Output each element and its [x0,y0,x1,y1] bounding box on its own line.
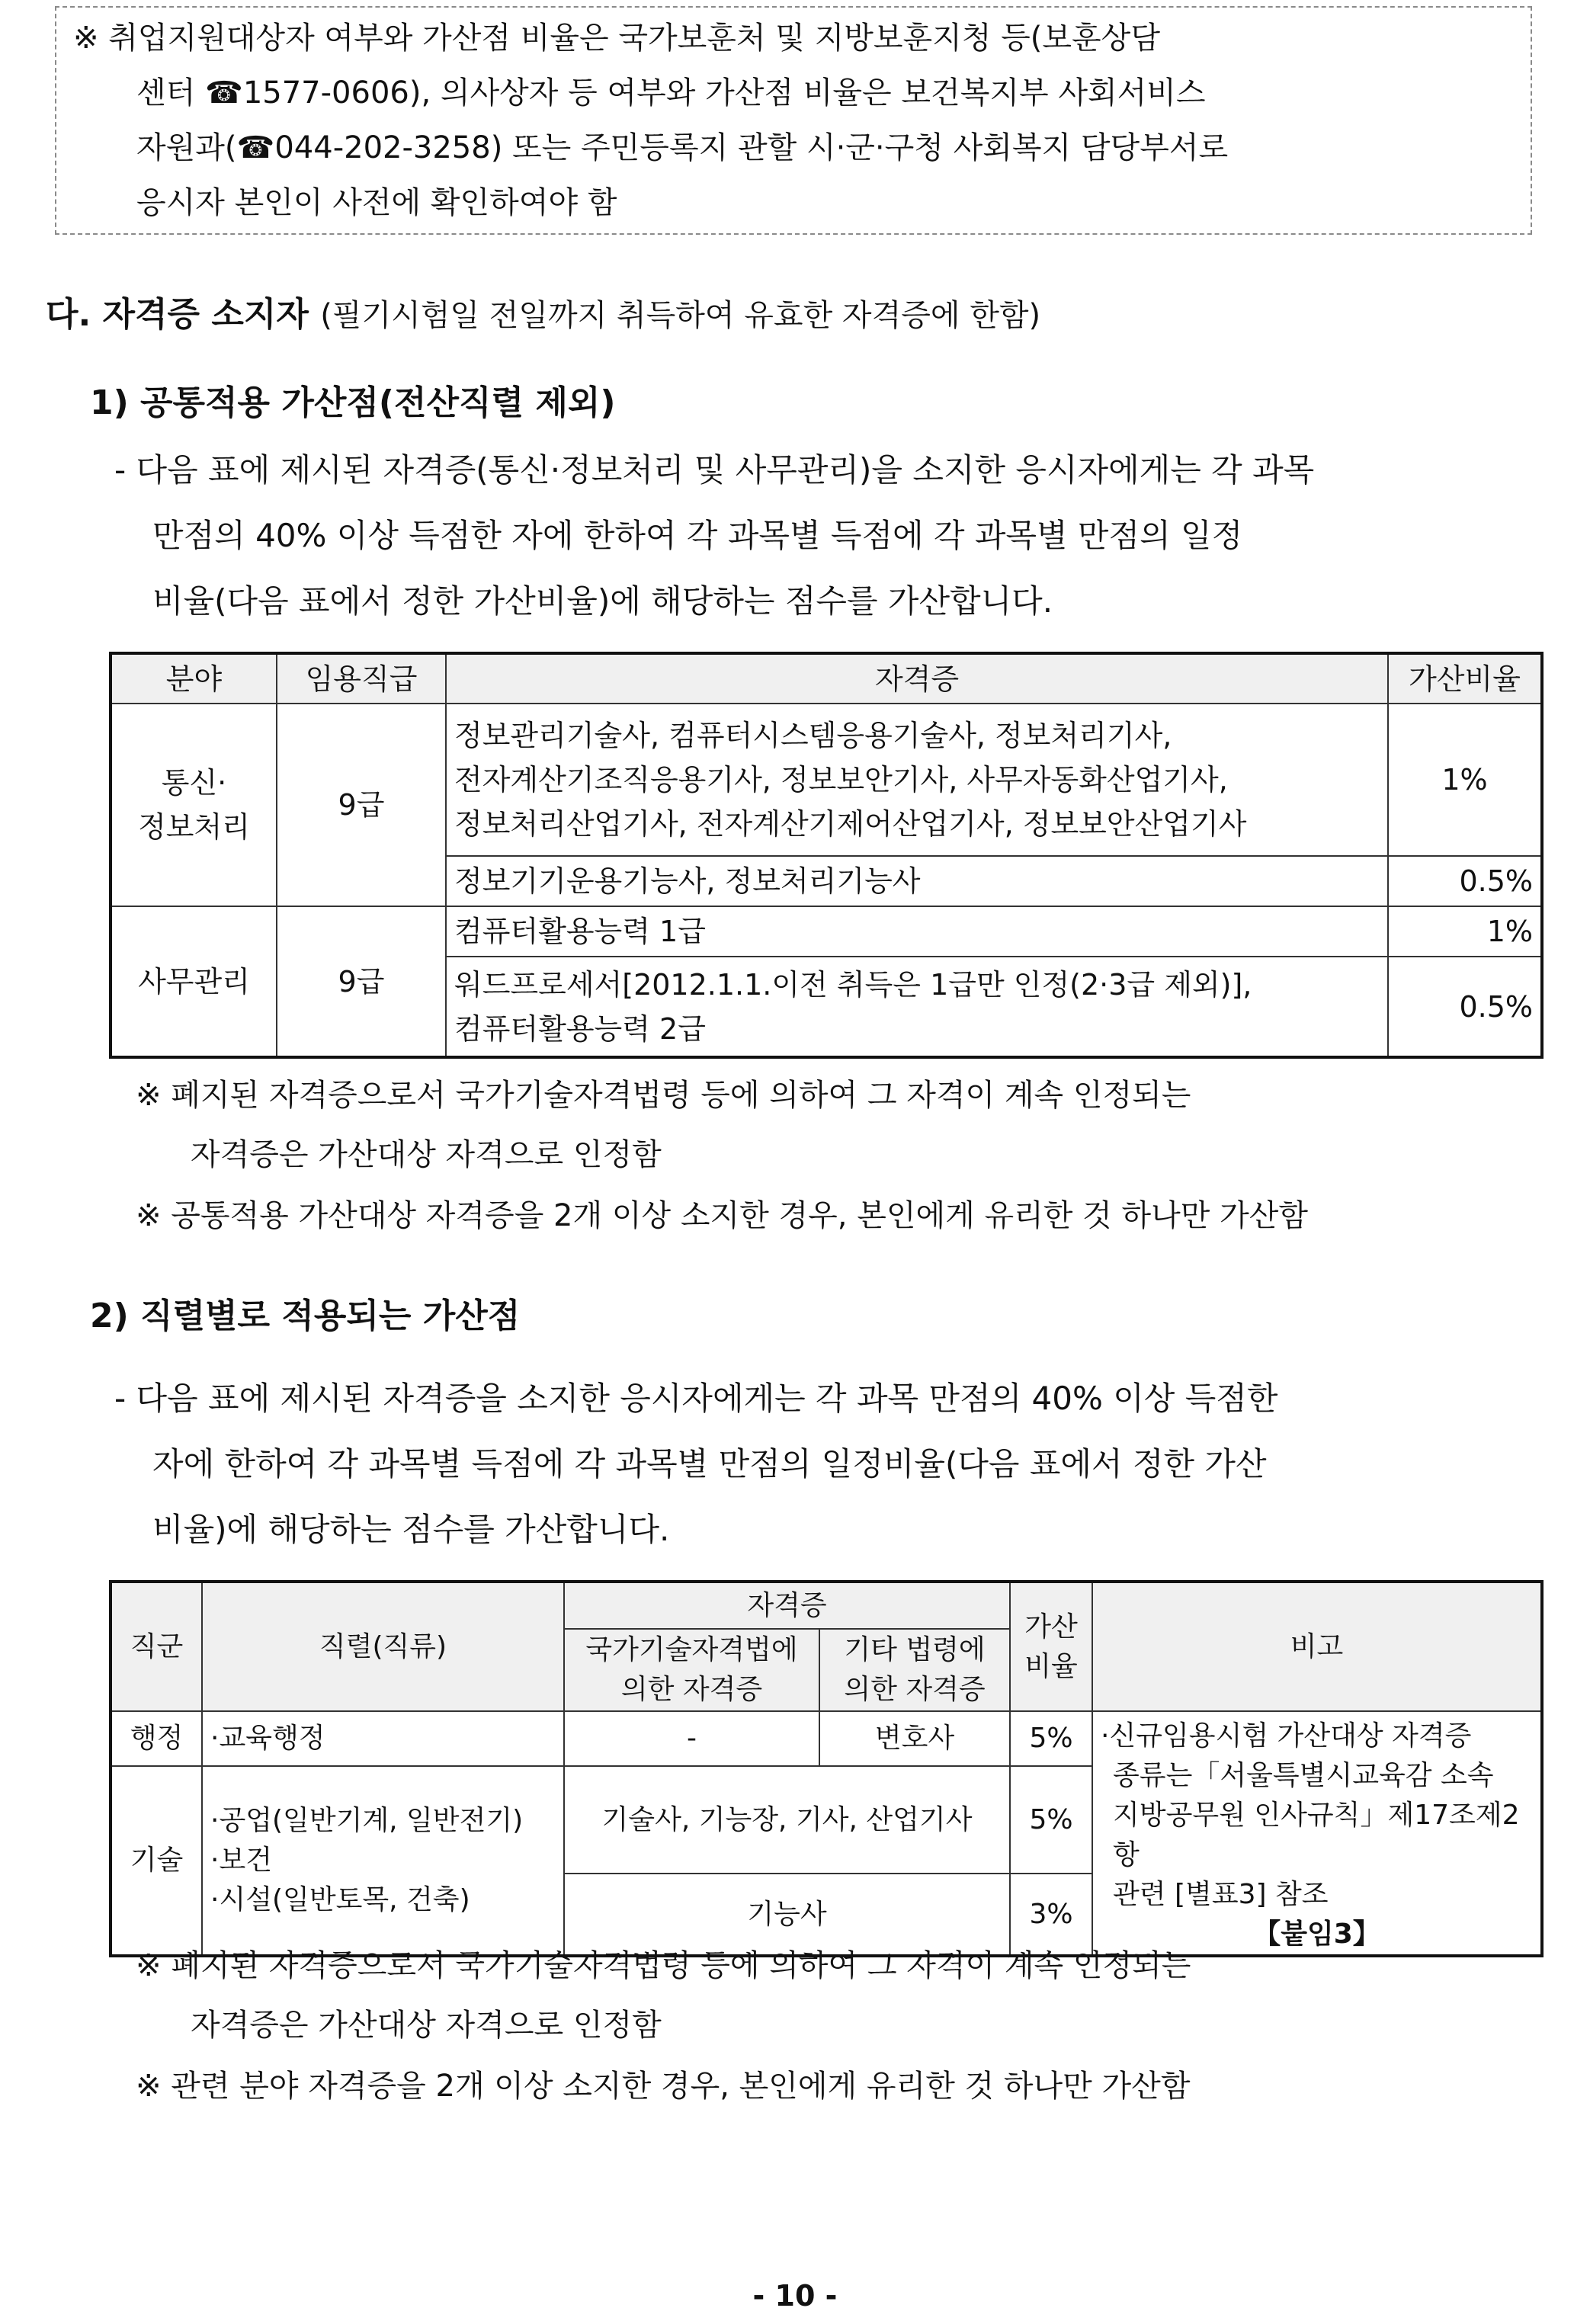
field-text: 정보처리 [138,810,250,844]
header-cert-other [819,1629,1010,1711]
part1-note-2: ※ 공통적용 가산대상 자격증을 2개 이상 소지한 경우, 본인에게 유리한 것 하나만 가산함 [136,1198,1309,1233]
cert-cell: 컴퓨터활용능력 1급 [446,906,1388,957]
notice-line-2: 센터 ☎1577-0606), 의사상자 등 여부와 가산점 비율은 보건복지부 사회서비스 [136,75,1206,111]
series-cell: ·교육행정 [202,1711,564,1766]
header-rate-text: 가산 [1024,1611,1078,1643]
group-cell: 행정 [111,1711,202,1766]
page-number: - 10 - [752,2279,838,2313]
cert-cell [446,957,1388,1057]
rate-cell: 5% [1010,1711,1092,1766]
remark-attachment: 【붙임3】 [1253,1919,1380,1950]
field-cell: 사무관리 [111,906,277,1057]
part1-heading: 1) 공통적용 가산점(전산직렬 제외) [90,383,616,422]
remark-text: ·신규임용시험 가산대상 자격증 [1101,1720,1472,1752]
series-text: ·보건 [210,1845,272,1876]
cert-text: 컴퓨터활용능력 2급 [454,1011,706,1046]
notice-line-3: 자원과(☎044-202-3258) 또는 주민등록지 관할 시·군·구청 사회복지 담당부서로 [136,130,1229,165]
header-rate-text: 비율 [1024,1650,1078,1682]
notice-line-4: 응시자 본인이 사전에 확인하여야 함 [136,185,617,220]
series-text: ·시설(일반토목, 건축) [210,1884,470,1915]
cert-text: 정보처리산업기사, 전자계산기제어산업기사, 정보보안산업기사 [454,807,1247,841]
national-cert-cell: - [564,1711,819,1766]
part2-paragraph [114,1366,1547,1563]
other-cert-cell: 변호사 [819,1711,1010,1766]
rate-cell: 1% [1388,704,1542,856]
cert-cell: 기능사 [564,1874,1010,1956]
remark-cell [1092,1711,1542,1956]
notice-line-1: ※ 취업지원대상자 여부와 가산점 비율은 국가보훈처 및 지방보훈지청 등(보훈상담 [73,21,1160,56]
part2-note-2: ※ 관련 분야 자격증을 2개 이상 소지한 경우, 본인에게 유리한 것 하나만 가산함 [136,2069,1191,2104]
note-text: ※ 폐지된 자격증으로서 국가기술자격법령 등에 의하여 그 자격이 계속 인정되는 [136,1078,1191,1113]
header-text: 국가기술자격법에 [585,1634,798,1665]
header-cert-national [564,1629,819,1711]
header-field: 분야 [111,653,277,704]
header-group: 직군 [111,1582,202,1711]
series-cell [202,1766,564,1956]
rate-cell: 0.5% [1388,957,1542,1057]
header-cert: 자격증 [564,1582,1010,1629]
notice-box [55,6,1532,235]
rate-cell: 1% [1388,906,1542,957]
cert-text: 정보관리기술사, 컴퓨터시스템응용기술사, 정보처리기사, [454,719,1172,752]
cert-cell [446,704,1388,856]
header-rate [1010,1582,1092,1711]
part1-note-1 [136,1066,1546,1184]
field-text: 통신· [161,766,227,800]
rate-cell: 3% [1010,1874,1092,1956]
note-text: 자격증은 가산대상 자격으로 인정함 [191,1137,662,1172]
table-header-row [111,1582,1542,1629]
header-series: 직렬(직류) [202,1582,564,1711]
rate-cell: 5% [1010,1766,1092,1874]
cert-cell: 정보기기운용기능사, 정보처리기능사 [446,856,1388,906]
part2-para-line-2: 자에 한하여 각 과목별 득점에 각 과목별 만점의 일정비율(다음 표에서 정한 가산 [152,1445,1267,1483]
part1-para-line-2: 만점의 40% 이상 득점한 자에 한하여 각 과목별 득점에 각 과목별 만점의 일정 [152,517,1243,554]
part2-heading: 2) 직렬별로 적용되는 가산점 [90,1297,521,1335]
header-text: 의한 자격증 [620,1674,763,1705]
section-subtitle: (필기시험일 전일까지 취득하여 유효한 자격증에 한함) [320,298,1041,333]
header-remark: 비고 [1092,1582,1542,1711]
grade-cell: 9급 [277,704,446,906]
series-text: ·공업(일반기계, 일반전기) [210,1805,524,1836]
section-title: 다. 자격증 소지자 [46,295,309,334]
note-text: 자격증은 가산대상 자격으로 인정함 [191,2008,662,2043]
part1-para-line-3: 비율(다음 표에서 정한 가산비율)에 해당하는 점수를 가산합니다. [152,582,1053,620]
remark-text: 지방공무원 인사규칙」제17조제2항 [1113,1800,1520,1870]
cert-text: 워드프로세서[2012.1.1.이전 취득은 1급만 인정(2·3급 제외)], [454,967,1252,1002]
group-cell: 기술 [111,1766,202,1956]
cert-cell: 기술사, 기능장, 기사, 산업기사 [564,1766,1010,1874]
header-cert: 자격증 [446,653,1388,704]
remark-text: 종류는「서울특별시교육감 소속 [1113,1760,1494,1791]
field-cell [111,704,277,906]
note-text: ※ 폐지된 자격증으로서 국가기술자격법령 등에 의하여 그 자격이 계속 인정되는 [136,1948,1191,1983]
header-rate: 가산비율 [1388,653,1542,704]
header-grade: 임용직급 [277,653,446,704]
common-bonus-table [109,652,1544,1059]
table-row [111,906,1542,957]
remark-text: 관련 [별표3] 참조 [1113,1879,1329,1910]
part2-note-1 [136,1936,1546,2055]
part1-para-line-1: - 다음 표에 제시된 자격증(통신·정보처리 및 사무관리)을 소지한 응시자에게는 각 과목 [114,451,1315,489]
table-row [111,704,1542,856]
table-row [111,1711,1542,1766]
series-bonus-table [109,1580,1544,1957]
part2-para-line-3: 비율)에 해당하는 점수를 가산합니다. [152,1511,670,1548]
header-text: 의한 자격증 [844,1674,986,1705]
part1-paragraph [114,438,1547,634]
rate-cell: 0.5% [1388,856,1542,906]
table-header-row [111,653,1542,704]
cert-text: 전자계산기조직응용기사, 정보보안기사, 사무자동화산업기사, [454,763,1228,797]
part2-para-line-1: - 다음 표에 제시된 자격증을 소지한 응시자에게는 각 과목 만점의 40% 이상 득점한 [114,1380,1278,1417]
section-heading [46,287,1040,335]
header-text: 기타 법령에 [844,1634,986,1665]
grade-cell: 9급 [277,906,446,1057]
